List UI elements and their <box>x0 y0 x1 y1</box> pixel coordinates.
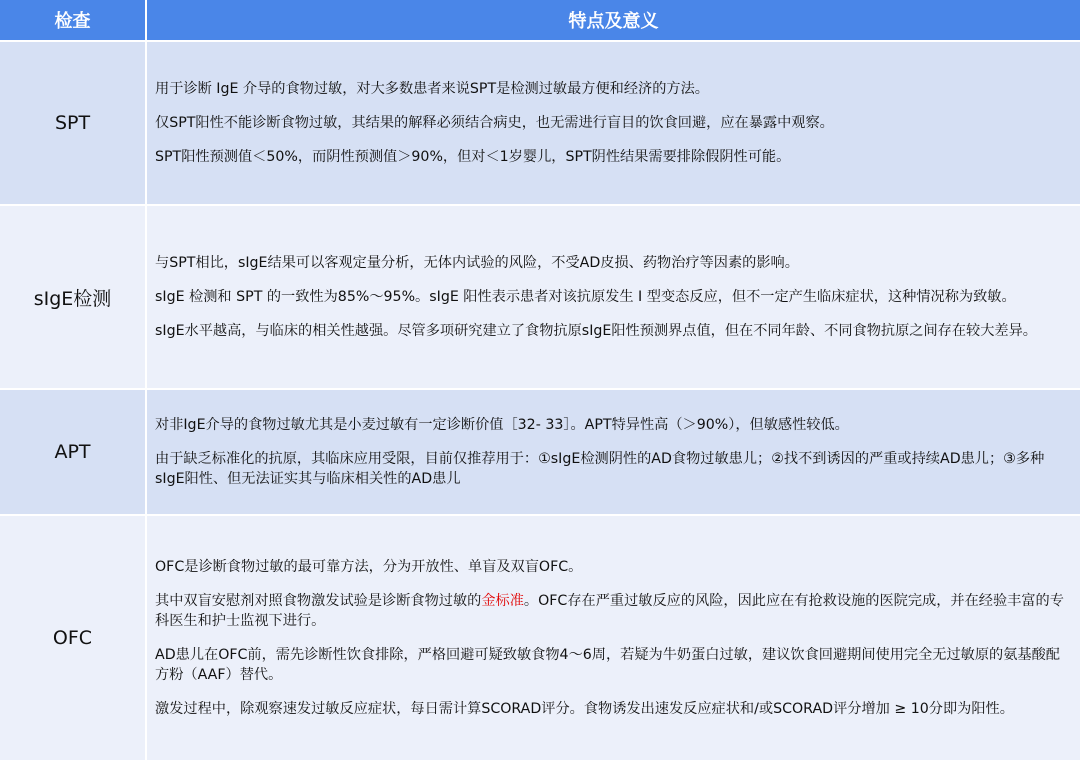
description-point: 仅SPT阳性不能诊断食物过敏，其结果的解释必须结合病史，也无需进行盲目的饮食回避，应在暴露中观察。 <box>155 115 834 131</box>
description-point: sIgE水平越高，与临床的相关性越强。尽管多项研究建立了食物抗原sIgE阳性预测界点值，但在不同年龄、不同食物抗原之间存在较大差异。 <box>155 323 1037 339</box>
text-segment: 其中双盲安慰剂对照食物激发试验是诊断食物过敏的 <box>155 593 482 609</box>
test-name: OFC <box>0 515 146 760</box>
test-name: sIgE检测 <box>0 205 146 389</box>
table-row <box>0 205 1080 389</box>
description-point: SPT阳性预测值＜50%，而阴性预测值＞90%，但对＜1岁婴儿，SPT阴性结果需要排除假阴性可能。 <box>155 149 791 165</box>
description-point <box>155 591 1064 631</box>
description-point: sIgE 检测和 SPT 的一致性为85%～95%。sIgE 阳性表示患者对该抗原发生 Ⅰ 型变态反应，但不一定产生临床症状，这种情况称为致敏。 <box>155 289 1016 305</box>
description-point: 激发过程中，除观察速发过敏反应症状，每日需计算SCORAD评分。食物诱发出速发反应症状和/或SCORAD评分增加 ≥ 10分即为阳性。 <box>155 701 1014 717</box>
test-name: APT <box>0 389 146 515</box>
test-name: SPT <box>0 41 146 205</box>
test-description <box>146 389 1080 515</box>
text-segment: 。OFC存在严重过敏反应的风险，因此应在有抢救设施的医院完成，并在经验丰富的专科医生和护士监视下进行。 <box>155 593 1064 629</box>
table-header-row <box>0 0 1080 41</box>
test-description <box>146 41 1080 205</box>
description-point: 对非IgE介导的食物过敏尤其是小麦过敏有一定诊断价值［32‐ 33］。APT特异性高（＞90%），但敏感性较低。 <box>155 417 849 433</box>
description-point: 用于诊断 IgE 介导的食物过敏，对大多数患者来说SPT是检测过敏最方便和经济的方法。 <box>155 81 709 97</box>
header-test: 检查 <box>0 0 146 41</box>
table-row <box>0 389 1080 515</box>
test-description <box>146 205 1080 389</box>
description-point: 与SPT相比，sIgE结果可以客观定量分析，无体内试验的风险，不受AD皮损、药物治疗等因素的影响。 <box>155 255 799 271</box>
description-point: OFC是诊断食物过敏的最可靠方法，分为开放性、单盲及双盲OFC。 <box>155 559 583 575</box>
header-features: 特点及意义 <box>146 0 1080 41</box>
description-point: AD患儿在OFC前，需先诊断性饮食排除，严格回避可疑致敏食物4～6周，若疑为牛奶蛋白过敏，建议饮食回避期间使用完全无过敏原的氨基酸配方粉（AAF）替代。 <box>155 647 1060 683</box>
description-point: 由于缺乏标准化的抗原，其临床应用受限，目前仅推荐用于：①sIgE检测阴性的AD食物过敏患儿；②找不到诱因的严重或持续AD患儿；③多种sIgE阳性、但无法证实其与临床相关性的AD患儿 <box>155 451 1045 487</box>
table-row <box>0 41 1080 205</box>
gold-standard-highlight: 金标准 <box>481 593 524 609</box>
test-description <box>146 515 1080 760</box>
table-row <box>0 515 1080 760</box>
